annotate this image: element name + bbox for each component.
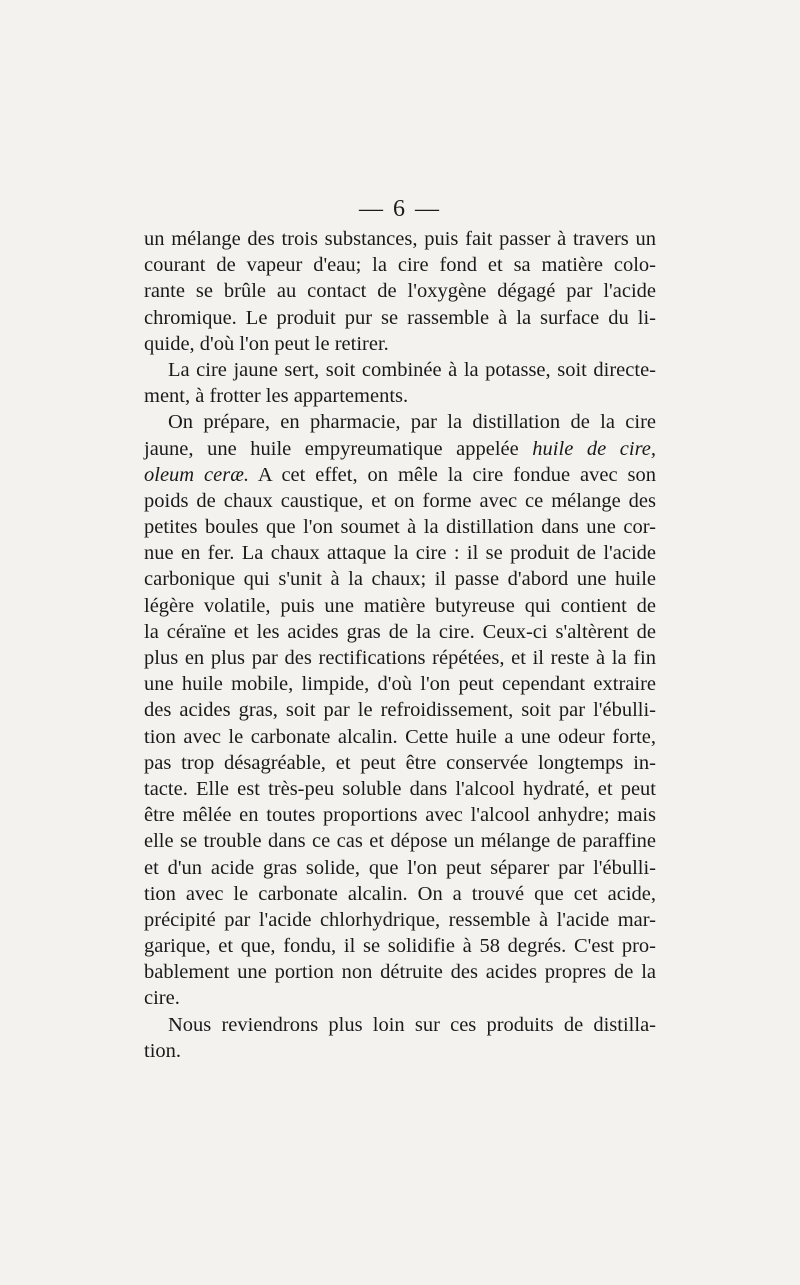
text-line: des acides gras, soit par le refroidissement, soit par l'ébulli- bbox=[144, 699, 656, 722]
text-line: tacte. Elle est très-peu soluble dans l'alcool hydraté, et peut bbox=[144, 777, 656, 800]
text-line: quide, d'où l'on peut le retirer. bbox=[144, 332, 389, 355]
body-text bbox=[144, 226, 656, 1064]
text-line: plus en plus par des rectifications répétées, et il reste à la fin bbox=[144, 647, 656, 669]
text-line: rante se brûle au contact de l'oxygène dégagé par l'acide bbox=[144, 280, 656, 303]
text-line bbox=[144, 436, 656, 462]
text-line: carbonique qui s'unit à la chaux; il passe d'abord une huile bbox=[144, 568, 656, 591]
text-line: On prépare, en pharmacie, par la distillation de la cire bbox=[168, 411, 656, 434]
text-line: être mêlée en toutes proportions avec l'alcool anhydre; mais bbox=[144, 804, 656, 827]
text-line: la céraïne et les acides gras de la cire. Ceux-ci s'altèrent de bbox=[144, 620, 656, 643]
text-line: tion. bbox=[144, 1039, 182, 1062]
text-line: chromique. Le produit pur se rassemble à la surface du li- bbox=[144, 306, 656, 329]
text-line: et d'un acide gras solide, que l'on peut séparer par l'ébulli- bbox=[144, 856, 656, 879]
text-line: nue en fer. La chaux attaque la cire : il se produit de l'acide bbox=[144, 542, 656, 565]
text-line: petites boules que l'on soumet à la distillation dans une cor- bbox=[144, 516, 656, 539]
text-line: tion avec le carbonate alcalin. On a trouvé que cet acide, bbox=[144, 882, 656, 905]
text-segment: A cet effet, on mêle la cire fondue avec son bbox=[249, 463, 657, 486]
text-line: tion avec le carbonate alcalin. Cette huile a une odeur forte, bbox=[144, 725, 656, 748]
text-line: garique, et que, fondu, il se solidifie à 58 degrés. C'est pro- bbox=[144, 935, 656, 958]
text-line: une huile mobile, limpide, d'où l'on peut cependant extraire bbox=[144, 673, 656, 696]
text-line: courant de vapeur d'eau; la cire fond et sa matière colo- bbox=[144, 254, 656, 277]
text-line: légère volatile, puis une matière butyreuse qui contient de bbox=[144, 594, 656, 617]
text-segment: jaune, une huile empyreumatique appelée bbox=[144, 437, 533, 460]
italic-term: oleum ceræ. bbox=[144, 463, 250, 486]
text-line bbox=[144, 462, 656, 488]
text-line: Nous reviendrons plus loin sur ces produits de distilla- bbox=[168, 1013, 656, 1036]
italic-term: huile de cire, bbox=[532, 437, 657, 460]
page-number: — 6 — bbox=[359, 196, 441, 222]
text-line: La cire jaune sert, soit combinée à la potasse, soit directe- bbox=[168, 358, 656, 381]
text-line: cire. bbox=[144, 987, 180, 1010]
text-line: un mélange des trois substances, puis fait passer à travers un bbox=[144, 228, 656, 250]
text-line: ment, à frotter les appartements. bbox=[144, 385, 409, 408]
text-line: bablement une portion non détruite des acides propres de la bbox=[144, 961, 656, 984]
text-line: pas trop désagréable, et peut être conservée longtemps in- bbox=[144, 751, 656, 774]
text-line: précipité par l'acide chlorhydrique, ressemble à l'acide mar- bbox=[144, 908, 656, 931]
text-line: elle se trouble dans ce cas et dépose un mélange de paraffine bbox=[144, 830, 656, 853]
text-line: poids de chaux caustique, et on forme avec ce mélange des bbox=[144, 489, 656, 512]
